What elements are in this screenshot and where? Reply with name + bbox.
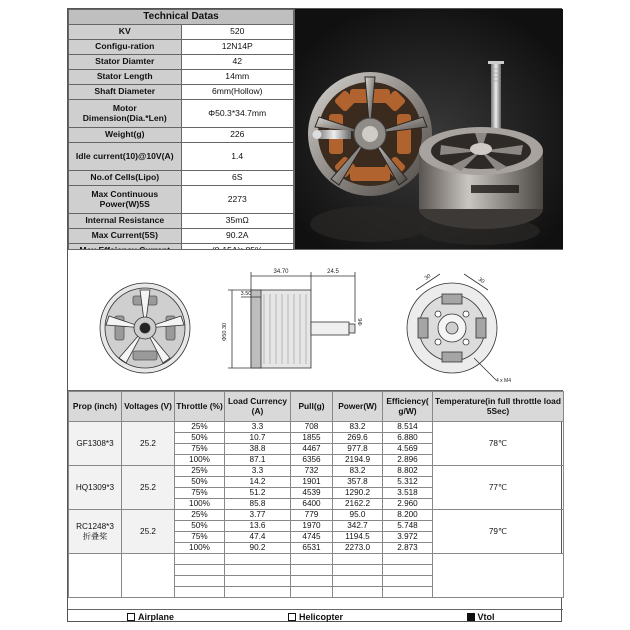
- spec-value: 226: [181, 128, 294, 143]
- empty-cell: [333, 576, 383, 587]
- spec-key: KV: [69, 25, 182, 40]
- eff-cell: 8.802: [383, 466, 433, 477]
- voltage-cell: 25.2: [122, 466, 175, 510]
- current-cell: 87.1: [225, 455, 291, 466]
- spec-title: Technical Datas: [69, 10, 294, 25]
- empty-cell: [383, 565, 433, 576]
- current-cell: 10.7: [225, 433, 291, 444]
- pull-cell: 708: [291, 422, 333, 433]
- spec-key: No.of Cells(Lipo): [69, 171, 182, 186]
- header-power: Power(W): [333, 392, 383, 422]
- checkbox-airplane[interactable]: [127, 613, 135, 621]
- pull-cell: 732: [291, 466, 333, 477]
- motor-photo-illustration: [295, 9, 563, 249]
- spec-row: [69, 186, 294, 214]
- spec-value: 90.2A: [181, 229, 294, 244]
- dimension-drawing: [68, 250, 563, 392]
- prop-name: RC1248*3: [76, 522, 114, 532]
- current-cell: 14.2: [225, 477, 291, 488]
- dim-mount-a: 30: [423, 273, 433, 282]
- throttle-cell: 75%: [175, 488, 225, 499]
- empty-cell: [69, 554, 122, 598]
- checkbox-vtol[interactable]: [467, 613, 475, 621]
- spec-key: Idle current(10)@10V(A): [69, 143, 182, 171]
- spec-key: Stator Diamter: [69, 55, 182, 70]
- current-cell: 85.8: [225, 499, 291, 510]
- eff-cell: 6.880: [383, 433, 433, 444]
- voltage-cell: 25.2: [122, 510, 175, 554]
- motor-photo: [294, 9, 563, 249]
- spec-key: Motor Dimension(Dia.*Len): [69, 100, 182, 128]
- spec-row: [69, 171, 294, 186]
- dim-shaft-length: 24.5: [327, 269, 339, 275]
- prop-note: 折叠桨: [82, 531, 108, 541]
- header-throttle: Throttle (%): [175, 392, 225, 422]
- throttle-cell: 100%: [175, 499, 225, 510]
- spec-value: 14mm: [181, 70, 294, 85]
- spec-value: 6S: [181, 171, 294, 186]
- pull-cell: 4467: [291, 444, 333, 455]
- throttle-cell: 50%: [175, 521, 225, 532]
- header-efficiency: Efficiency( g/W): [383, 392, 433, 422]
- temperature-cell: 78℃: [433, 422, 564, 466]
- pull-cell: 6400: [291, 499, 333, 510]
- header-current: Load Currency (A): [225, 392, 291, 422]
- eff-cell: 2.960: [383, 499, 433, 510]
- spec-value: 520: [181, 25, 294, 40]
- power-cell: 2194.9: [333, 455, 383, 466]
- spec-value: 2273: [181, 186, 294, 214]
- checkbox-helicopter[interactable]: [288, 613, 296, 621]
- empty-cell: [291, 565, 333, 576]
- spec-key: Shaft Diameter: [69, 85, 182, 100]
- eff-cell: 3.972: [383, 532, 433, 543]
- empty-cell: [175, 554, 225, 565]
- throttle-cell: 75%: [175, 532, 225, 543]
- prop-name: HQ1309*3: [75, 482, 115, 492]
- spec-row: [69, 143, 294, 171]
- pull-cell: 1970: [291, 521, 333, 532]
- eff-cell: 8.514: [383, 422, 433, 433]
- spec-row: [69, 40, 294, 55]
- eff-cell: 4.569: [383, 444, 433, 455]
- current-cell: 13.6: [225, 521, 291, 532]
- empty-cell: [383, 554, 433, 565]
- spec-value: 35mΩ: [181, 214, 294, 229]
- dim-flange: 3.50: [240, 291, 252, 297]
- empty-row: [69, 554, 564, 565]
- voltage-cell: 25.2: [122, 422, 175, 466]
- current-cell: 38.8: [225, 444, 291, 455]
- spec-row: [69, 25, 294, 40]
- label-vtol: Vtol: [477, 611, 495, 622]
- throttle-cell: 50%: [175, 433, 225, 444]
- empty-cell: [175, 576, 225, 587]
- dim-diameter: Φ50.30: [222, 322, 228, 342]
- power-cell: 357.8: [333, 477, 383, 488]
- power-cell: 95.0: [333, 510, 383, 521]
- throttle-cell: 50%: [175, 477, 225, 488]
- spec-key: Stator Length: [69, 70, 182, 85]
- empty-cell: [291, 587, 333, 598]
- datasheet: [67, 8, 562, 622]
- eff-cell: 3.518: [383, 488, 433, 499]
- current-cell: 3.3: [225, 422, 291, 433]
- spec-row: [69, 128, 294, 143]
- dim-screw: 4 x M4: [496, 378, 512, 384]
- empty-cell: [333, 554, 383, 565]
- drawing-front-view: [407, 274, 497, 380]
- empty-cell: [225, 565, 291, 576]
- header-pull: Pull(g): [291, 392, 333, 422]
- table-row: [69, 422, 564, 433]
- spec-value: 12N14P: [181, 40, 294, 55]
- spec-key: Max Continuous Power(W)5S: [69, 186, 182, 214]
- spec-value: 42: [181, 55, 294, 70]
- spec-key: Max Current(5S): [69, 229, 182, 244]
- header-prop: Prop (inch): [69, 392, 122, 422]
- dim-mount-b: 30: [476, 276, 486, 286]
- eff-cell: 2.896: [383, 455, 433, 466]
- application-footer: [68, 609, 563, 623]
- eff-cell: 2.873: [383, 543, 433, 554]
- temperature-cell: 79℃: [433, 510, 564, 554]
- header-temperature: Temperature(in full throttle load 5Sec): [433, 392, 564, 422]
- spec-value: 6mm(Hollow): [181, 85, 294, 100]
- power-cell: 1194.5: [333, 532, 383, 543]
- dim-length: 34.70: [273, 269, 289, 275]
- power-cell: 269.6: [333, 433, 383, 444]
- pull-cell: 6531: [291, 543, 333, 554]
- power-cell: 342.7: [333, 521, 383, 532]
- test-header-row: [69, 392, 564, 422]
- motor-left: [308, 72, 432, 196]
- throttle-cell: 75%: [175, 444, 225, 455]
- current-cell: 47.4: [225, 532, 291, 543]
- pull-cell: 4539: [291, 488, 333, 499]
- spec-row: [69, 85, 294, 100]
- prop-name: GF1308*3: [76, 438, 114, 448]
- power-cell: 83.2: [333, 466, 383, 477]
- option-vtol[interactable]: [398, 610, 563, 623]
- pull-cell: 1901: [291, 477, 333, 488]
- current-cell: 3.77: [225, 510, 291, 521]
- empty-cell: [383, 587, 433, 598]
- spec-row: [69, 100, 294, 128]
- spec-key: Internal Resistance: [69, 214, 182, 229]
- test-data-table: [68, 391, 564, 598]
- temperature-cell: 77℃: [433, 466, 564, 510]
- empty-cell: [333, 587, 383, 598]
- eff-cell: 8.200: [383, 510, 433, 521]
- empty-cell: [225, 587, 291, 598]
- drawing-bottom-view: [100, 283, 190, 373]
- current-cell: 90.2: [225, 543, 291, 554]
- spec-row: [69, 214, 294, 229]
- prop-cell: [69, 510, 122, 554]
- table-row: [69, 466, 564, 477]
- empty-cell: [333, 565, 383, 576]
- power-cell: 1290.2: [333, 488, 383, 499]
- label-airplane: Airplane: [137, 611, 174, 622]
- spec-row: [69, 229, 294, 244]
- table-row: [69, 510, 564, 521]
- prop-cell: [69, 422, 122, 466]
- pull-cell: 6356: [291, 455, 333, 466]
- pull-cell: 4745: [291, 532, 333, 543]
- prop-cell: [69, 466, 122, 510]
- empty-cell: [225, 576, 291, 587]
- throttle-cell: 100%: [175, 543, 225, 554]
- dim-shaft-diameter: Φ6: [358, 318, 364, 326]
- drawing-side-view: [228, 272, 355, 368]
- eff-cell: 5.748: [383, 521, 433, 532]
- empty-cell: [291, 554, 333, 565]
- option-airplane[interactable]: [68, 610, 233, 623]
- spec-table: [68, 9, 294, 259]
- power-cell: 977.8: [333, 444, 383, 455]
- throttle-cell: 25%: [175, 422, 225, 433]
- power-cell: 2162.2: [333, 499, 383, 510]
- empty-cell: [291, 576, 333, 587]
- spec-value: Φ50.3*34.7mm: [181, 100, 294, 128]
- throttle-cell: 25%: [175, 466, 225, 477]
- option-helicopter[interactable]: [233, 610, 398, 623]
- power-cell: 2273.0: [333, 543, 383, 554]
- pull-cell: 779: [291, 510, 333, 521]
- empty-cell: [225, 554, 291, 565]
- current-cell: 51.2: [225, 488, 291, 499]
- power-cell: 83.2: [333, 422, 383, 433]
- spec-row: [69, 55, 294, 70]
- label-helicopter: Helicopter: [298, 611, 343, 622]
- current-cell: 3.3: [225, 466, 291, 477]
- empty-cell: [122, 554, 175, 598]
- empty-cell: [383, 576, 433, 587]
- empty-cell: [175, 587, 225, 598]
- empty-cell: [175, 565, 225, 576]
- mechanical-drawing: [68, 249, 563, 391]
- empty-cell: [433, 554, 564, 598]
- header-voltage: Voltages (V): [122, 392, 175, 422]
- spec-key: Configu-ration: [69, 40, 182, 55]
- pull-cell: 1855: [291, 433, 333, 444]
- throttle-cell: 100%: [175, 455, 225, 466]
- eff-cell: 5.312: [383, 477, 433, 488]
- spec-value: 1.4: [181, 143, 294, 171]
- throttle-cell: 25%: [175, 510, 225, 521]
- spec-key: Weight(g): [69, 128, 182, 143]
- spec-row: [69, 70, 294, 85]
